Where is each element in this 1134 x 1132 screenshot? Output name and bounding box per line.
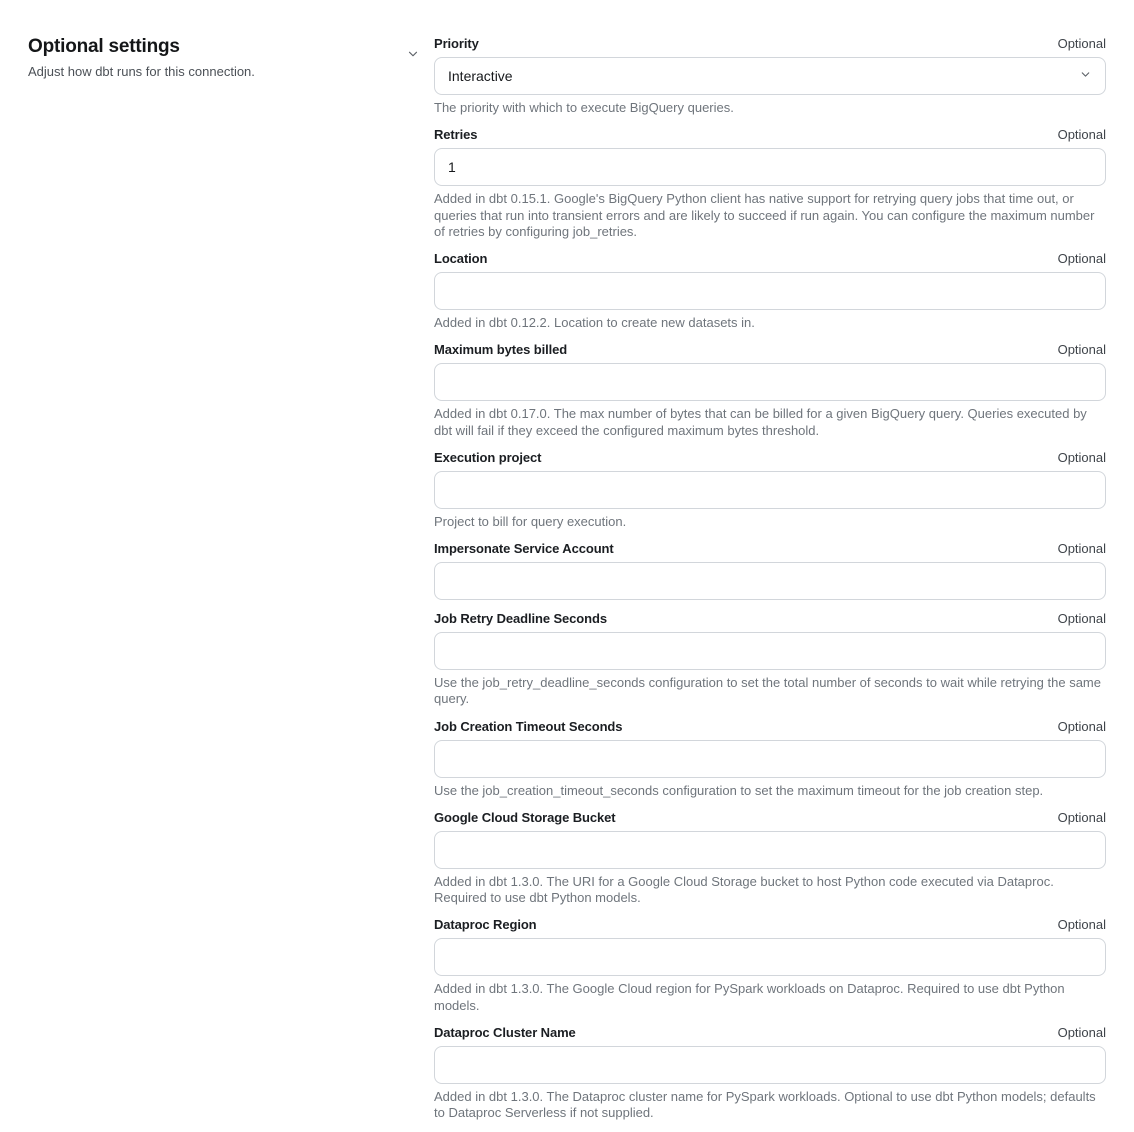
field-job-retry-deadline-seconds bbox=[434, 611, 1106, 708]
execution-project-input[interactable] bbox=[434, 471, 1106, 509]
field-label: Dataproc Cluster Name bbox=[434, 1024, 576, 1040]
field-helper: Use the job_retry_deadline_seconds configuration to set the total number of seconds to wait while retrying the same query. bbox=[434, 675, 1101, 707]
field-helper: Added in dbt 1.3.0. The Google Cloud region for PySpark workloads on Dataproc. Required to use dbt Python models. bbox=[434, 981, 1065, 1013]
field-helper: Added in dbt 0.15.1. Google's BigQuery Python client has native support for retrying query jobs that time out, or queries that run into transient errors and are likely to succeed if run again. You can configure the maximum number of retries by configuring job_retries. bbox=[434, 191, 1095, 239]
field-label: Priority bbox=[434, 36, 479, 51]
optional-badge: Optional bbox=[1057, 251, 1106, 266]
field-dataproc-region bbox=[434, 917, 1106, 1014]
field-label: Job Creation Timeout Seconds bbox=[434, 718, 623, 734]
maximum-bytes-billed-input[interactable] bbox=[434, 363, 1106, 401]
field-priority bbox=[434, 36, 1106, 116]
field-helper: Added in dbt 0.12.2. Location to create new datasets in. bbox=[434, 315, 755, 330]
field-helper: Use the job_creation_timeout_seconds configuration to set the maximum timeout for the job creation step. bbox=[434, 782, 1044, 798]
field-label: Impersonate Service Account bbox=[434, 541, 614, 556]
field-label: Dataproc Region bbox=[434, 917, 537, 933]
optional-badge: Optional bbox=[1057, 36, 1106, 51]
optional-badge: Optional bbox=[1057, 917, 1106, 933]
field-dataproc-cluster-name bbox=[434, 1025, 1106, 1122]
field-label: Job Retry Deadline Seconds bbox=[434, 611, 607, 626]
optional-badge: Optional bbox=[1057, 449, 1106, 465]
location-input[interactable] bbox=[434, 272, 1106, 310]
select-value: Interactive bbox=[448, 68, 513, 84]
optional-badge: Optional bbox=[1057, 541, 1106, 556]
field-job-creation-timeout-seconds bbox=[434, 719, 1106, 799]
section-header-text bbox=[28, 36, 255, 81]
field-helper: Added in dbt 1.3.0. The URI for a Google Cloud Storage bucket to host Python code executed via Dataproc. Required to use dbt Python models. bbox=[434, 873, 1054, 905]
field-location bbox=[434, 251, 1106, 331]
field-execution-project bbox=[434, 450, 1106, 530]
field-label: Execution project bbox=[434, 449, 542, 465]
optional-badge: Optional bbox=[1057, 1024, 1106, 1040]
field-maximum-bytes-billed bbox=[434, 342, 1106, 439]
field-helper: Project to bill for query execution. bbox=[434, 513, 627, 529]
impersonate-service-account-input[interactable] bbox=[434, 562, 1106, 600]
job-creation-timeout-seconds-input[interactable] bbox=[434, 740, 1106, 778]
chevron-down-icon bbox=[1079, 68, 1092, 84]
field-google-cloud-storage-bucket bbox=[434, 810, 1106, 907]
optional-badge: Optional bbox=[1057, 611, 1106, 626]
field-label: Location bbox=[434, 251, 488, 266]
field-helper: The priority with which to execute BigQuery queries. bbox=[434, 100, 734, 115]
page-subtitle: Adjust how dbt runs for this connection. bbox=[28, 63, 255, 79]
section-header-panel bbox=[28, 36, 420, 81]
settings-form bbox=[434, 36, 1106, 1132]
field-label: Google Cloud Storage Bucket bbox=[434, 809, 616, 825]
priority-select[interactable] bbox=[434, 57, 1106, 95]
section-collapse-button[interactable] bbox=[406, 47, 420, 61]
retries-input[interactable] bbox=[434, 148, 1106, 186]
page-title: Optional settings bbox=[28, 36, 180, 57]
field-retries bbox=[434, 127, 1106, 240]
optional-badge: Optional bbox=[1057, 718, 1106, 734]
chevron-down-icon bbox=[406, 47, 420, 61]
dataproc-cluster-name-input[interactable] bbox=[434, 1046, 1106, 1084]
optional-badge: Optional bbox=[1057, 342, 1106, 358]
google-cloud-storage-bucket-input[interactable] bbox=[434, 831, 1106, 869]
field-helper: Added in dbt 1.3.0. The Dataproc cluster name for PySpark workloads. Optional to use dbt Python models; defaults to Dataproc Serverless if not supplied. bbox=[434, 1088, 1096, 1120]
field-helper: Added in dbt 0.17.0. The max number of bytes that can be billed for a given BigQuery query. Queries executed by dbt will fail if they exceed the configured maximum bytes threshold. bbox=[434, 406, 1087, 438]
optional-badge: Optional bbox=[1057, 127, 1106, 143]
field-label: Maximum bytes billed bbox=[434, 342, 568, 358]
field-impersonate-service-account bbox=[434, 541, 1106, 600]
field-label: Retries bbox=[434, 127, 478, 143]
dataproc-region-input[interactable] bbox=[434, 938, 1106, 976]
job-retry-deadline-seconds-input[interactable] bbox=[434, 632, 1106, 670]
optional-badge: Optional bbox=[1057, 809, 1106, 825]
